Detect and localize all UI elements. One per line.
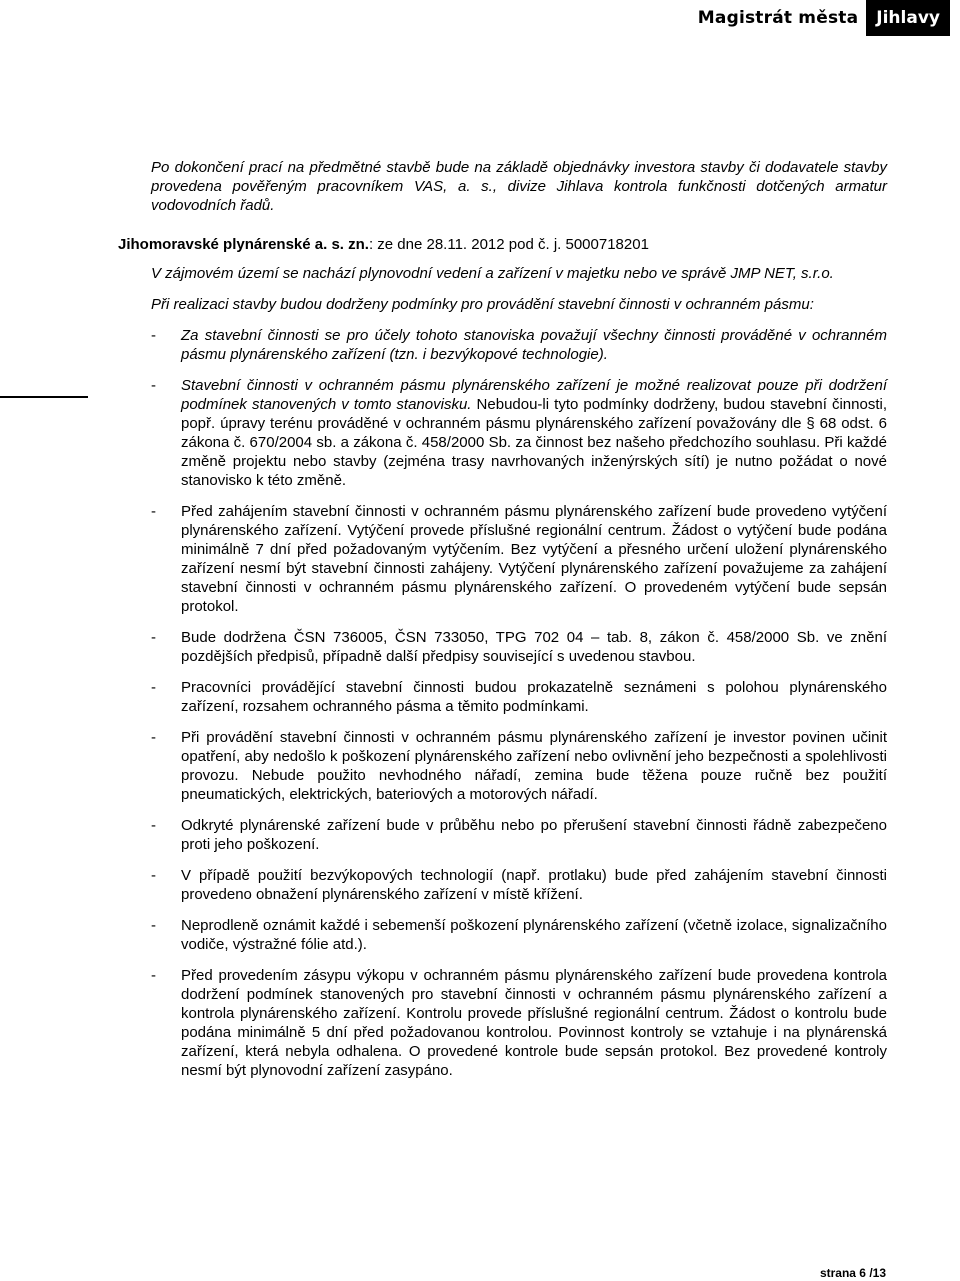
list-item-text: Odkryté plynárenské zařízení bude v průběhu nebo po přerušení stavební činnosti řádně zabezpečeno proti jeho poškození. (181, 817, 887, 853)
list-item (151, 816, 887, 854)
list-item-text: Bude dodržena ČSN 736005, ČSN 733050, TPG 702 04 – tab. 8, zákon č. 458/2000 Sb. ve znění pozdějších předpisů, případně další předpisy související s uvedenou stavbou. (181, 629, 887, 665)
list-item-text: Neprodleně oznámit každé i sebemenší poškození plynárenského zařízení (včetně izolace, signalizačního vodiče, výstražné fólie atd.). (181, 917, 887, 953)
realizace-paragraph: Při realizaci stavby budou dodrženy podmínky pro provádění stavební činnosti v ochranném pásmu: (151, 296, 814, 313)
list-item-text: V případě použití bezvýkopových technologií (např. protlaku) bude před zahájením stavební činnosti provedeno obnažení plynárenského zařízení v místě křížení. (181, 867, 887, 903)
list-item-text: Pracovníci provádějící stavební činnosti budou prokazatelně seznámeni s polohou plynárenského zařízení, rozsahem ochranného pásma a těmito podmínkami. (181, 679, 887, 715)
gas-reference: : ze dne 28.11. 2012 pod č. j. 5000718201 (368, 236, 649, 253)
list-dash: - (151, 503, 156, 520)
list-dash: - (151, 817, 156, 834)
list-item (151, 678, 887, 716)
brand-header (698, 0, 950, 36)
list-dash: - (151, 629, 156, 646)
list-dash: - (151, 967, 156, 984)
list-item (151, 502, 887, 616)
page-number: strana 6 /13 (819, 1266, 886, 1280)
list-dash: - (151, 679, 156, 696)
gas-company-name: Jihomoravské plynárenské a. s. zn. (118, 236, 369, 253)
list-item-text: Před provedením zásypu výkopu v ochranném pásmu plynárenského zařízení bude provedena kontrola dodržení podmínek stanovených pro stavební činnosti v ochranném pásmu plynárenského zařízení a kontrola plynárenského zařízení. Kontrolu provede příslušné regionální centrum. Žádost o kontrolu bude podána minimálně 5 dní před požadovanou kontrolou. Povinnost kontroly se vztahuje i na plynárenská zařízení, která nebyla odhalena. O provedené kontrole bude sepsán protokol. Bez provedené kontroly nesmí být plynovodní zařízení zasypáno. (181, 967, 887, 1079)
list-item-text: Za stavební činnosti se pro účely tohoto stanoviska považují všechny činnosti prováděné v ochranném pásmu plynárenského zařízení (tzn. i bezvýkopové technologie). (181, 327, 887, 363)
margin-rule (0, 396, 88, 398)
list-dash: - (151, 867, 156, 884)
list-item (151, 326, 887, 364)
list-dash: - (151, 377, 156, 394)
brand-left-text: Magistrát města (697, 8, 859, 28)
conditions-list (151, 326, 887, 1080)
brand-right-block: Jihlavy (866, 0, 950, 36)
list-item (151, 628, 887, 666)
list-dash: - (151, 917, 156, 934)
list-item-text-rest: Nebudou-li tyto podmínky dodrženy, budou stavební činnosti, popř. úpravy terénu prováděné v ochranném pásmu plynárenského zařízení považovány dle § 68 odst. 6 zákona č. 670/2004 sb. a zákona č. 458/2000 Sb. za činnost bez našeho předchozího souhlasu. Při každé změně projektu nebo stavby (zejména trasy navrhovaných inženýrských sítí) je nutno požádat o nové stanovisko k této změně. (181, 396, 887, 489)
list-item (151, 916, 887, 954)
list-item-text (181, 376, 887, 490)
gas-section-heading (118, 235, 887, 254)
list-item (151, 866, 887, 904)
list-item (151, 966, 887, 1080)
list-item-text: Před zahájením stavební činnosti v ochranném pásmu plynárenského zařízení bude provedeno vytýčení plynárenského zařízení. Vytýčení provede příslušné regionální centrum. Žádost o vytýčení bude podána minimálně 7 dní před požadovaným vytýčením. Bez vytýčení a přesného určení uložení plynárenského zařízení nesmí být stavební činnosti zahájeny. Vytýčení plynárenského zařízení považujeme za zahájení stavební činnosti v ochranném pásmu plynárenského zařízení. O provedeném vytýčení bude sepsán protokol. (181, 503, 887, 615)
list-item (151, 728, 887, 804)
list-item-text: Při provádění stavební činnosti v ochranném pásmu plynárenského zařízení je investor povinen učinit opatření, aby nedošlo k poškození plynárenského zařízení nebo ovlivnění jeho bezpečnosti a spolehlivosti provozu. Nebude použito nevhodného nářadí, zemina bude těžena pouze ručně bez použití pneumatických, elektrických, bateriových a motorových nářadí. (181, 729, 887, 803)
intro-paragraph: Po dokončení prací na předmětné stavbě bude na základě objednávky investora stavby či dodavatele stavby provedena pověřeným pracovníkem VAS, a. s., divize Jihlava kontrola funkčnosti dotčených armatur vodovodních řadů. (151, 159, 887, 214)
list-item (151, 376, 887, 490)
list-item-text-italic: Stavební činnosti v ochranném pásmu plynárenského zařízení je možné realizovat pouze při dodržení podmínek stanovených v tomto stanovisku. (181, 377, 887, 413)
list-dash: - (151, 729, 156, 746)
document-body (118, 158, 887, 1092)
interest-paragraph: V zájmovém území se nachází plynovodní vedení a zařízení v majetku nebo ve správě JMP NET, s.r.o. (151, 265, 834, 282)
list-dash: - (151, 327, 156, 344)
